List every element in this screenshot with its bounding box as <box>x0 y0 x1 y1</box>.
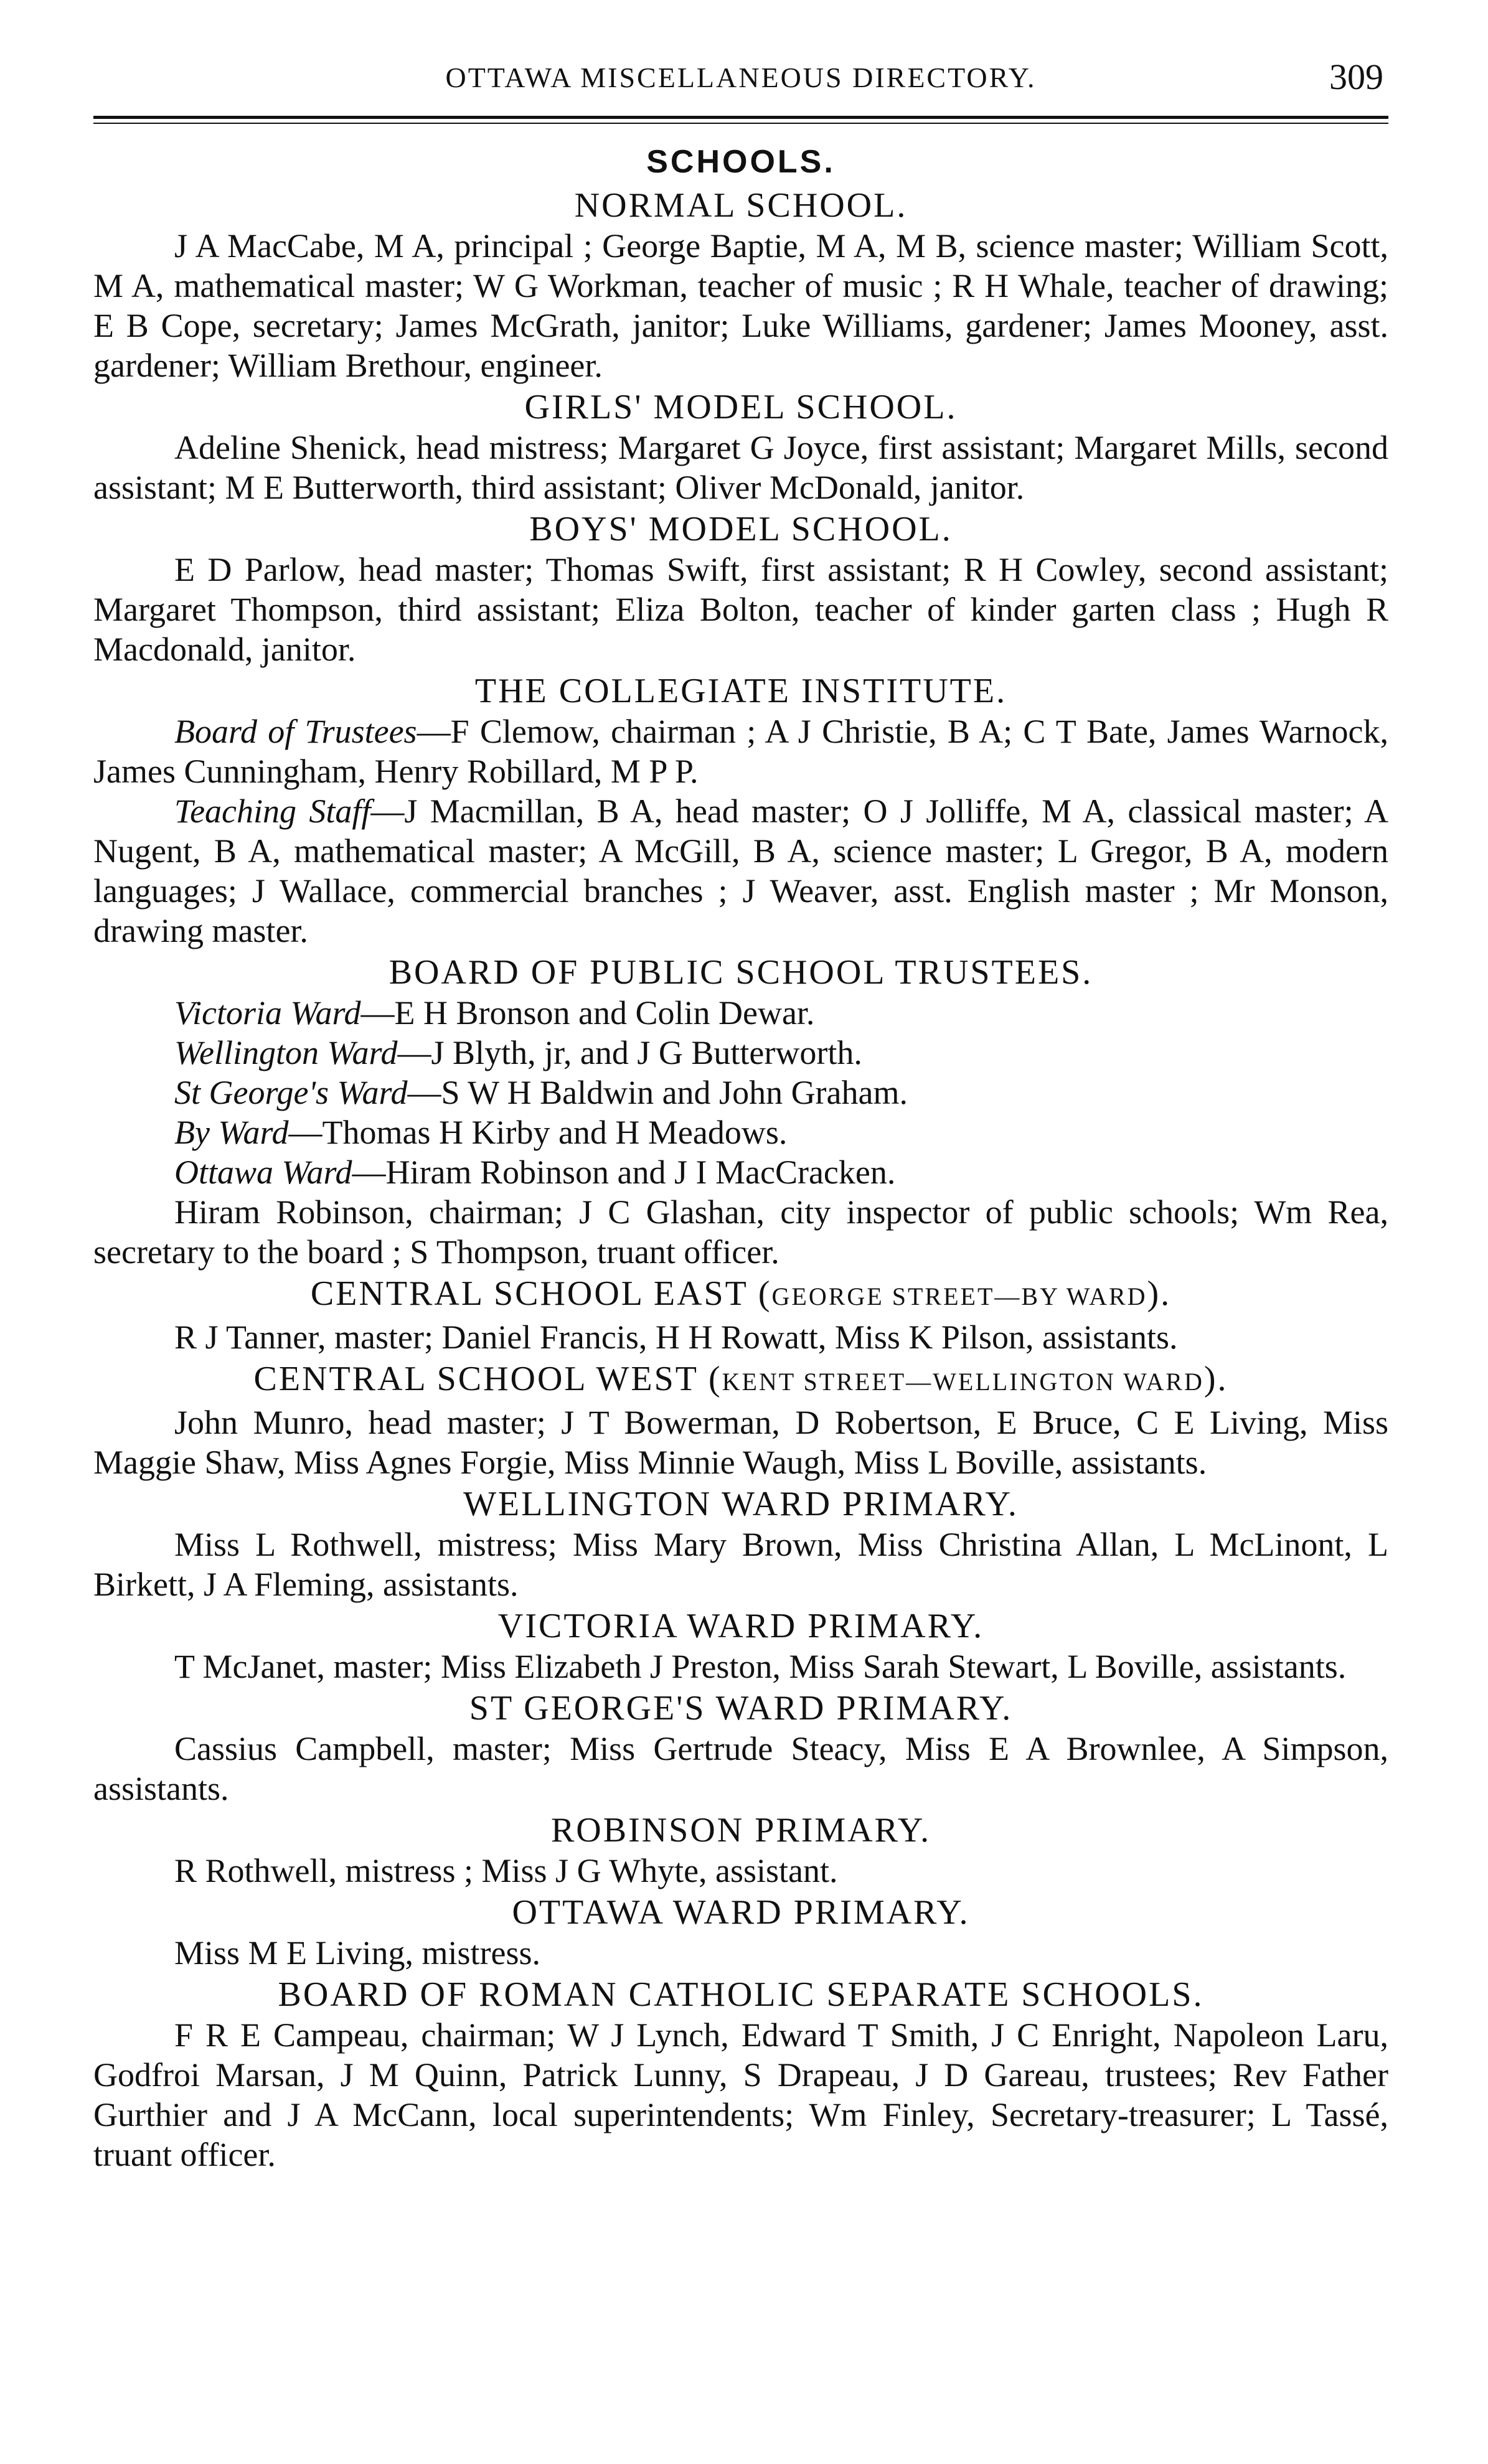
ottawa-ward-primary-text: Miss M E Living, mistress. <box>174 1934 541 1972</box>
normal-school-text: J A MacCabe, M A, principal ; George Baptie, M A, M B, science master; William Scott, M A, mathematical master; W G Workman, teacher of music ; R H Whale, teacher of drawing; E B Cope, secretary; James McGrath, janitor; Luke Williams, gardener; James Mooney, asst. gardener; William Brethour, engineer. <box>93 227 1388 384</box>
running-title: OTTAWA MISCELLANEOUS DIRECTORY. <box>445 62 1037 93</box>
ward-entry <box>93 993 1388 1033</box>
central-school-east-text: R J Tanner, master; Daniel Francis, H H Rowatt, Miss K Pilson, assistants. <box>174 1319 1178 1356</box>
ward-label: Victoria Ward <box>174 994 361 1032</box>
heading-central-school-west: CENTRAL SCHOOL WEST (KENT STREET—WELLINGTON WARD). <box>253 1360 1228 1398</box>
heading-collegiate-institute: THE COLLEGIATE INSTITUTE. <box>474 672 1007 710</box>
heading-central-school-east: CENTRAL SCHOOL EAST (GEORGE STREET—BY WARD). <box>310 1274 1172 1313</box>
ward-members: —J Blyth, jr, and J G Butterworth. <box>397 1034 862 1071</box>
running-head <box>93 56 1388 116</box>
heading-robinson-primary: ROBINSON PRIMARY. <box>550 1811 931 1850</box>
ward-members: —S W H Baldwin and John Graham. <box>407 1074 908 1111</box>
page-number: 309 <box>1329 57 1383 97</box>
ward-label: Ottawa Ward <box>174 1154 352 1191</box>
trustees-label: Board of Trustees <box>174 713 417 750</box>
wellington-ward-primary-text: Miss L Rothwell, mistress; Miss Mary Brown, Miss Christina Allan, L McLinont, L Birkett, J A Fleming, assistants. <box>93 1526 1388 1603</box>
heading-victoria-ward-primary: VICTORIA WARD PRIMARY. <box>497 1607 984 1645</box>
ward-entry <box>93 1073 1388 1112</box>
heading-public-school-trustees: BOARD OF PUBLIC SCHOOL TRUSTEES. <box>388 953 1093 992</box>
ward-entry <box>93 1033 1388 1073</box>
victoria-ward-primary-text: T McJanet, master; Miss Elizabeth J Preston, Miss Sarah Stewart, L Boville, assistants. <box>174 1648 1347 1685</box>
ward-label: Wellington Ward <box>174 1034 398 1071</box>
heading-separate-schools: BOARD OF ROMAN CATHOLIC SEPARATE SCHOOLS. <box>278 1975 1204 2014</box>
ward-label: By Ward <box>174 1114 289 1151</box>
st-georges-ward-primary-text: Cassius Campbell, master; Miss Gertrude Steacy, Miss E A Brownlee, A Simpson, assistants. <box>93 1730 1388 1807</box>
heading-girls-model-school: GIRLS' MODEL SCHOOL. <box>524 388 958 426</box>
separate-schools-text: F R E Campeau, chairman; W J Lynch, Edward T Smith, J C Enright, Napoleon Laru, Godfroi Marsan, J M Quinn, Patrick Lunny, S Drapeau, J D Gareau, trustees; Rev Father Gurthier and J A McCann, local superintendents; Wm Finley, Secretary-treasurer; L Tassé, truant officer. <box>93 2016 1388 2173</box>
ward-members: —Thomas H Kirby and H Meadows. <box>288 1114 788 1151</box>
trustees-list: —F Clemow, chairman ; A J Christie, B A; C T Bate, James Warnock, James Cunningham, Henry Robillard, M P P. <box>93 713 1388 790</box>
location-note: GEORGE STREET—BY WARD <box>771 1282 1147 1310</box>
location-note: KENT STREET—WELLINGTON WARD <box>722 1368 1204 1396</box>
girls-model-school-text: Adeline Shenick, head mistress; Margaret G Joyce, first assistant; Margaret Mills, second assistant; M E Butterworth, third assistant; Oliver McDonald, janitor. <box>93 429 1388 506</box>
header-rule-thick <box>93 116 1388 119</box>
robinson-primary-text: R Rothwell, mistress ; Miss J G Whyte, assistant. <box>174 1852 838 1889</box>
ward-entry <box>93 1152 1388 1192</box>
board-officers-text: Hiram Robinson, chairman; J C Glashan, city inspector of public schools; Wm Rea, secretary to the board ; S Thompson, truant officer. <box>93 1193 1388 1271</box>
section-title: SCHOOLS. <box>646 144 836 180</box>
heading-st-georges-ward-primary: ST GEORGE'S WARD PRIMARY. <box>469 1689 1013 1728</box>
central-school-west-text: John Munro, head master; J T Bowerman, D Robertson, E Bruce, C E Living, Miss Maggie Shaw, Miss Agnes Forgie, Miss Minnie Waugh, Miss L Boville, assistants. <box>93 1404 1388 1481</box>
heading-normal-school: NORMAL SCHOOL. <box>574 186 908 225</box>
heading-boys-model-school: BOYS' MODEL SCHOOL. <box>529 510 953 548</box>
staff-list: —J Macmillan, B A, head master; O J Jolliffe, M A, classical master; A Nugent, B A, mathematical master; A McGill, B A, science master; L Gregor, B A, modern languages; J Wallace, commercial branches ; J Weaver, asst. English master ; Mr Monson, drawing master. <box>93 792 1389 949</box>
ward-members: —Hiram Robinson and J I MacCracken. <box>352 1154 896 1191</box>
staff-label: Teaching Staff <box>174 792 371 830</box>
collegiate-trustees-text <box>93 712 1388 791</box>
collegiate-staff-text <box>93 791 1388 951</box>
ward-members: —E H Bronson and Colin Dewar. <box>360 994 815 1032</box>
header-rule-thin <box>93 123 1388 124</box>
heading-ottawa-ward-primary: OTTAWA WARD PRIMARY. <box>512 1893 970 1932</box>
heading-wellington-ward-primary: WELLINGTON WARD PRIMARY. <box>463 1485 1019 1523</box>
directory-page <box>93 56 1388 2175</box>
boys-model-school-text: E D Parlow, head master; Thomas Swift, first assistant; R H Cowley, second assistant; Margaret Thompson, third assistant; Eliza Bolton, teacher of kinder garten class ; Hugh R Macdonald, janitor. <box>93 551 1388 668</box>
ward-label: St George's Ward <box>174 1074 408 1111</box>
ward-entry <box>93 1112 1388 1152</box>
